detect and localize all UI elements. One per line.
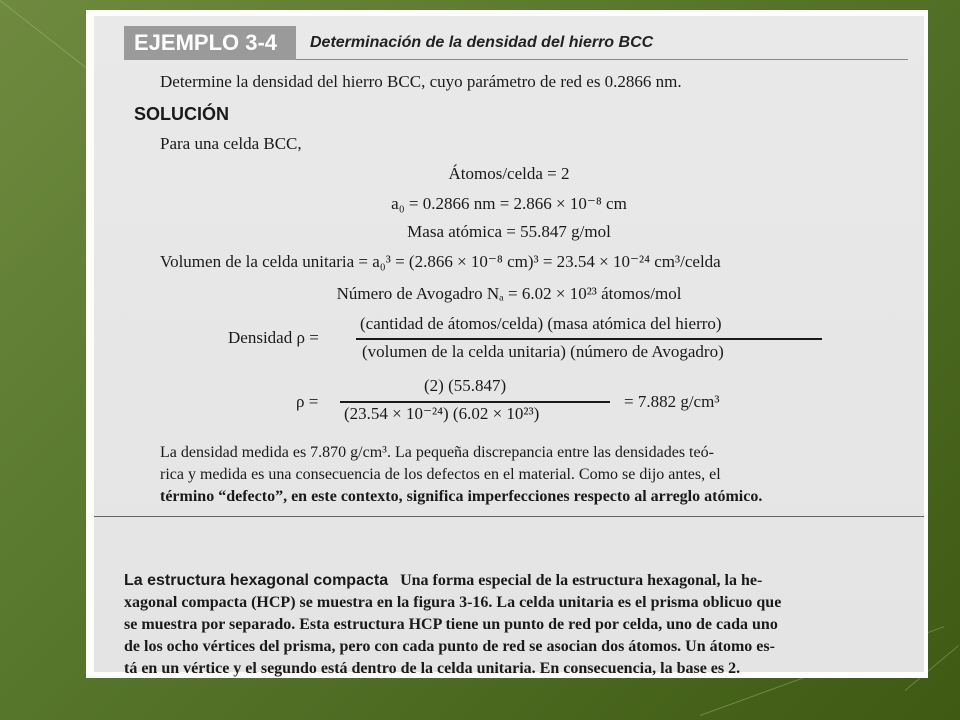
- rho-result: = 7.882 g/cm³: [624, 392, 720, 411]
- cell-volume-line: Volumen de la celda unitaria = a₀³ = (2.866 × 10⁻⁸ cm)³ = 23.54 × 10⁻²⁴ cm³/celda: [160, 252, 721, 271]
- hcp-line-1-text: Una forma especial de la estructura hexagonal, la he-: [400, 572, 763, 589]
- hcp-line-2: xagonal compacta (HCP) se muestra en la figura 3-16. La celda unitaria es el prisma oblicuo que: [124, 594, 782, 611]
- atoms-per-cell: Átomos/celda = 2: [448, 164, 570, 183]
- rho-fraction-bar: [340, 401, 610, 403]
- atomic-mass-line: Masa atómica = 55.847 g/mol: [407, 222, 611, 241]
- rho-denominator: (23.54 × 10⁻²⁴) (6.02 × 10²³): [344, 404, 540, 423]
- example-header-rule: [296, 59, 908, 60]
- avogadro-line: Número de Avogadro Nₐ = 6.02 × 10²³ átomos/mol: [336, 284, 682, 303]
- density-fraction-bar: [356, 338, 822, 340]
- density-denominator: (volumen de la celda unitaria) (número de Avogadro): [362, 342, 724, 361]
- background-decor-line: [0, 0, 95, 75]
- rho-label: ρ =: [296, 392, 319, 411]
- lattice-parameter-line: a₀ = 0.2866 nm = 2.866 × 10⁻⁸ cm: [391, 194, 627, 213]
- solution-intro: Para una celda BCC,: [160, 134, 302, 153]
- solution-heading: SOLUCIÓN: [134, 104, 230, 124]
- problem-statement: Determine la densidad del hierro BCC, cuyo parámetro de red es 0.2866 nm.: [160, 72, 682, 91]
- measured-density-text-3: término “defecto”, en este contexto, significa imperfecciones respecto al arreglo atómico.: [160, 488, 763, 505]
- hcp-line-3: se muestra por separado. Esta estructura HCP tiene un punto de red por celda, uno de cada uno: [124, 616, 778, 633]
- rho-numerator: (2) (55.847): [424, 376, 507, 395]
- example-badge: EJEMPLO 3-4: [124, 26, 296, 60]
- example-title: Determinación de la densidad del hierro BCC: [310, 34, 654, 51]
- measured-density-text-2: rica y medida es una consecuencia de los defectos en el material. Como se dijo antes, el: [160, 466, 721, 483]
- measured-density-text-1: La densidad medida es 7.870 g/cm³. La pequeña discrepancia entre las densidades teó-: [160, 444, 714, 461]
- example-header: [124, 26, 908, 60]
- hcp-title: La estructura hexagonal compacta: [124, 572, 389, 589]
- hcp-paragraph: [124, 570, 914, 680]
- density-label: Densidad ρ =: [228, 328, 319, 347]
- scanned-textbook-page: [94, 16, 924, 677]
- density-numerator: (cantidad de átomos/celda) (masa atómica del hierro): [360, 314, 722, 333]
- hcp-line-5: tá en un vértice y el segundo está dentro de la celda unitaria. En consecuencia, la base es 2.: [124, 660, 741, 677]
- hcp-line-4: de los ocho vértices del prisma, pero con cada punto de red se asocian dos átomos. Un átomo es-: [124, 638, 775, 655]
- hcp-line-1: [124, 570, 914, 592]
- slide-content-frame: [86, 10, 928, 678]
- example-end-rule: [94, 516, 924, 517]
